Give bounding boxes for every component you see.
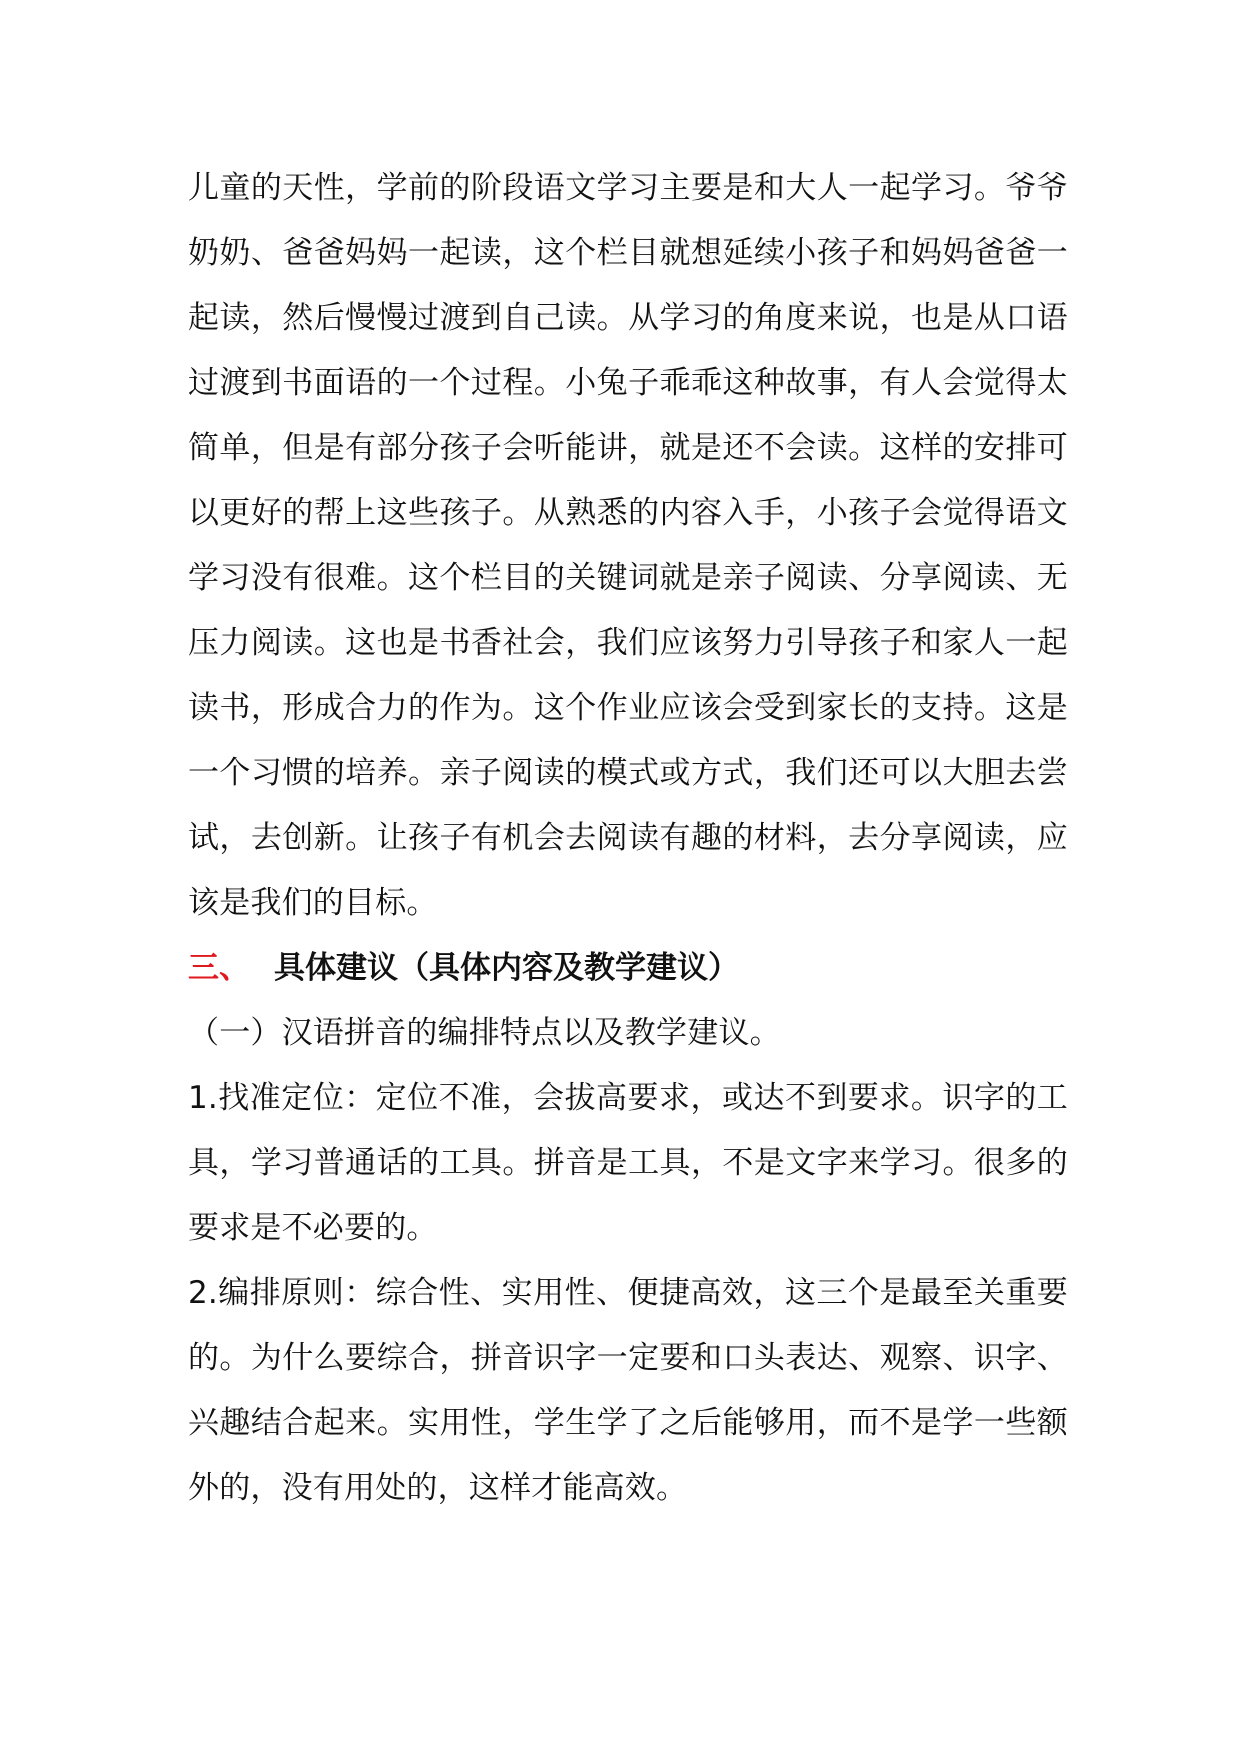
paragraph-parent-child-reading: 儿童的天性，学前的阶段语文学习主要是和大人一起学习。爷爷奶奶、爸爸妈妈一起读，这个栏目就想延续小孩子和妈妈爸爸一起读，然后慢慢过渡到自己读。从学习的角度来说，也是从口语过渡到书面语的一个过程。小兔子乖乖这种故事，有人会觉得太简单，但是有部分孩子会听能讲，就是还不会读。这样的安排可以更好的帮上这些孩子。从熟悉的内容入手，小孩子会觉得语文学习没有很难。这个栏目的关键词就是亲子阅读、分享阅读、无压力阅读。这也是书香社会，我们应该努力引导孩子和家人一起读书，形成合力的作为。这个作业应该会受到家长的支持。这是一个习惯的培养。亲子阅读的模式或方式，我们还可以大胆去尝试，去创新。让孩子有机会去阅读有趣的材料，去分享阅读，应该是我们的目标。: [188, 170, 1068, 921]
section-heading: [188, 936, 1068, 1001]
point-positioning: 1.找准定位：定位不准，会拔高要求，或达不到要求。识字的工具，学习普通话的工具。拼音是工具，不是文字来学习。很多的要求是不必要的。: [188, 1080, 1068, 1246]
point-principles: 2.编排原则：综合性、实用性、便捷高效，这三个是最至关重要的。为什么要综合，拼音识字一定要和口头表达、观察、识字、兴趣结合起来。实用性，学生学了之后能够用，而不是学一些额外的，没有用处的，这样才能高效。: [188, 1275, 1068, 1506]
section-number: 三、: [188, 950, 250, 986]
document-body: [188, 156, 1068, 1521]
section-title: 具体建议（具体内容及教学建议）: [274, 950, 739, 986]
subsection-title: （一）汉语拼音的编排特点以及教学建议。: [188, 1015, 781, 1051]
